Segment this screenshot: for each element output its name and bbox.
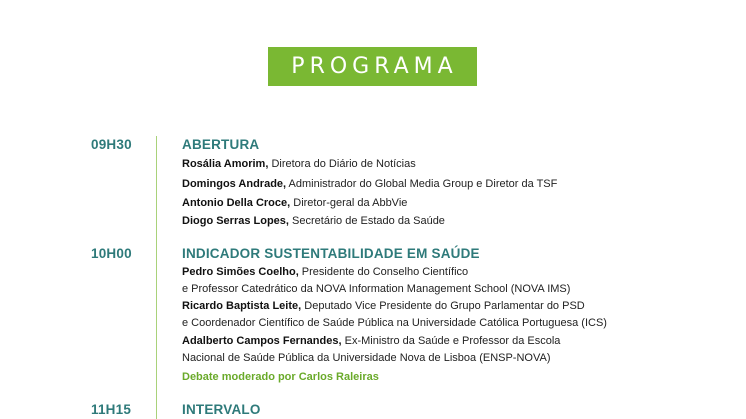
speaker-entry <box>182 264 570 298</box>
speaker-entry <box>182 195 407 212</box>
speaker-role-line2: e Coordenador Científico de Saúde Pública na Universidade Católica Portuguesa (ICS) <box>182 317 607 329</box>
speaker-entry <box>182 213 445 230</box>
session-time: 11H15 <box>91 402 132 417</box>
moderator-note: Debate moderado por Carlos Raleiras <box>182 371 379 383</box>
speaker-role-line2: e Professor Catedrático da NOVA Information Management School (NOVA IMS) <box>182 283 571 295</box>
speaker-role: Secretário de Estado da Saúde <box>288 215 445 227</box>
session-title: INDICADOR SUSTENTABILIDADE EM SAÚDE <box>182 246 480 261</box>
speaker-name: Adalberto Campos Fernandes, <box>182 335 342 347</box>
speaker-name: Diogo Serras Lopes, <box>182 215 289 227</box>
speaker-role-line2: Nacional de Saúde Pública da Universidade Nova de Lisboa (ENSP-NOVA) <box>182 352 551 364</box>
speaker-entry <box>182 333 560 367</box>
speaker-name: Ricardo Baptista Leite, <box>182 300 302 312</box>
speaker-role: Diretor-geral da AbbVie <box>290 197 408 209</box>
speaker-role: Presidente do Conselho Científico <box>298 266 469 278</box>
speaker-name: Rosália Amorim, <box>182 158 269 170</box>
speaker-entry <box>182 156 416 173</box>
speaker-entry <box>182 176 557 193</box>
speaker-name: Pedro Simões Coelho, <box>182 266 299 278</box>
speaker-role: Deputado Vice Presidente do Grupo Parlamentar do PSD <box>301 300 585 312</box>
programa-banner <box>268 47 477 86</box>
session-title: INTERVALO <box>182 402 261 417</box>
session-title: ABERTURA <box>182 137 260 152</box>
session-time: 09H30 <box>91 137 132 152</box>
speaker-name: Antonio Della Croce, <box>182 197 291 209</box>
speaker-name: Domingos Andrade, <box>182 178 287 190</box>
speaker-entry <box>182 298 607 332</box>
banner-title: PROGRAMA <box>291 54 458 79</box>
session-time: 10H00 <box>91 246 132 261</box>
speaker-role: Ex-Ministro da Saúde e Professor da Escola <box>341 335 561 347</box>
speaker-role: Diretora do Diário de Notícias <box>268 158 416 170</box>
speaker-role: Administrador do Global Media Group e Diretor da TSF <box>286 178 558 190</box>
timeline-divider <box>156 136 157 419</box>
